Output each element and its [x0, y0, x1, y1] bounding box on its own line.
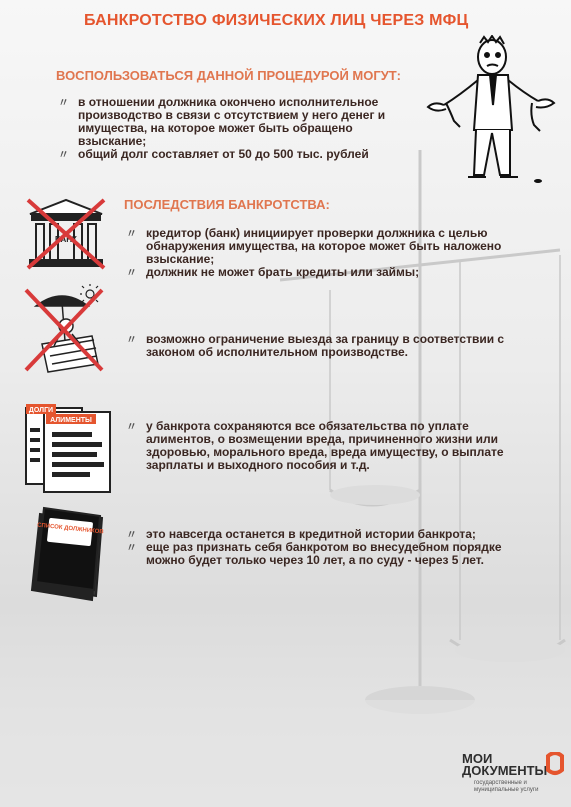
check-bullet-icon: 〃: [126, 267, 137, 279]
list-item: 〃 это навсегда останется в кредитной истории банкрота;: [126, 527, 476, 541]
debts-label: ДОЛГИ: [28, 407, 54, 414]
list-item: 〃 возможно ограничение выезда за границу в соответствии с законом об исполнительном производстве.: [126, 332, 505, 359]
debtor-list-label: СПИСОК ДОЛЖНИКОВ: [36, 522, 104, 536]
consequences-list-4: [124, 528, 534, 567]
check-bullet-icon: 〃: [126, 529, 137, 541]
list-item: 〃 еще раз признать себя банкротом во внесудебном порядке можно будет только через 10 лет, а по суду - через 5 лет.: [126, 540, 502, 567]
consequences-list-2: [124, 333, 524, 359]
check-bullet-icon: 〃: [58, 97, 69, 109]
logo-line-3: государственные и муниципальные услуги: [474, 780, 539, 793]
confused-man-icon: [420, 35, 560, 185]
check-bullet-icon: 〃: [126, 334, 137, 346]
alimony-label: АЛИМЕНТЫ: [50, 417, 92, 424]
eligibility-heading: ВОСПОЛЬЗОВАТЬСЯ ДАННОЙ ПРОЦЕДУРОЙ МОГУТ:: [56, 68, 401, 83]
debtor-list-icon: [26, 506, 110, 602]
list-item: 〃 у банкрота сохраняются все обязательства по уплате алиментов, о возмещении вреда, причиненного жизни или здоровью, морального вреда, вреда имуществу, о выплате зарплаты и выходного пособия и т.д.: [126, 419, 504, 472]
bank-label: БАНК: [55, 235, 77, 244]
bank-crossed-icon: [24, 196, 108, 272]
consequences-heading: ПОСЛЕДСТВИЯ БАНКРОТСТВА:: [124, 197, 330, 212]
list-item: 〃 в отношении должника окончено исполнительное производство в связи с отсутствием у него денег и имущества, на которое может быть обращено взыскание;: [58, 95, 386, 148]
logo-line-2: ДОКУМЕНТЫ: [462, 763, 548, 778]
list-item: 〃 общий долг составляет от 50 до 500 тыс. рублей: [58, 147, 369, 161]
list-item: 〃 кредитор (банк) инициирует проверки должника с целью обнаружения имущества, на которое может быть наложено взыскание;: [126, 226, 502, 266]
logo-line-1: МОИ: [462, 751, 493, 766]
alimony-documents-icon: [22, 400, 116, 496]
moi-dokumenty-logo: [462, 752, 568, 800]
consequences-list-1: [124, 227, 524, 279]
check-bullet-icon: 〃: [126, 421, 137, 433]
logo-mark-icon: [544, 752, 566, 778]
list-item: 〃 должник не может брать кредиты или займы;: [126, 265, 420, 279]
check-bullet-icon: 〃: [126, 228, 137, 240]
eligibility-list: [56, 96, 416, 161]
consequences-list-3: [124, 420, 524, 472]
check-bullet-icon: 〃: [126, 542, 137, 554]
beach-crossed-icon: [22, 284, 106, 376]
page-title: БАНКРОТСТВО ФИЗИЧЕСКИХ ЛИЦ ЧЕРЕЗ МФЦ: [84, 12, 469, 29]
check-bullet-icon: 〃: [58, 149, 69, 161]
